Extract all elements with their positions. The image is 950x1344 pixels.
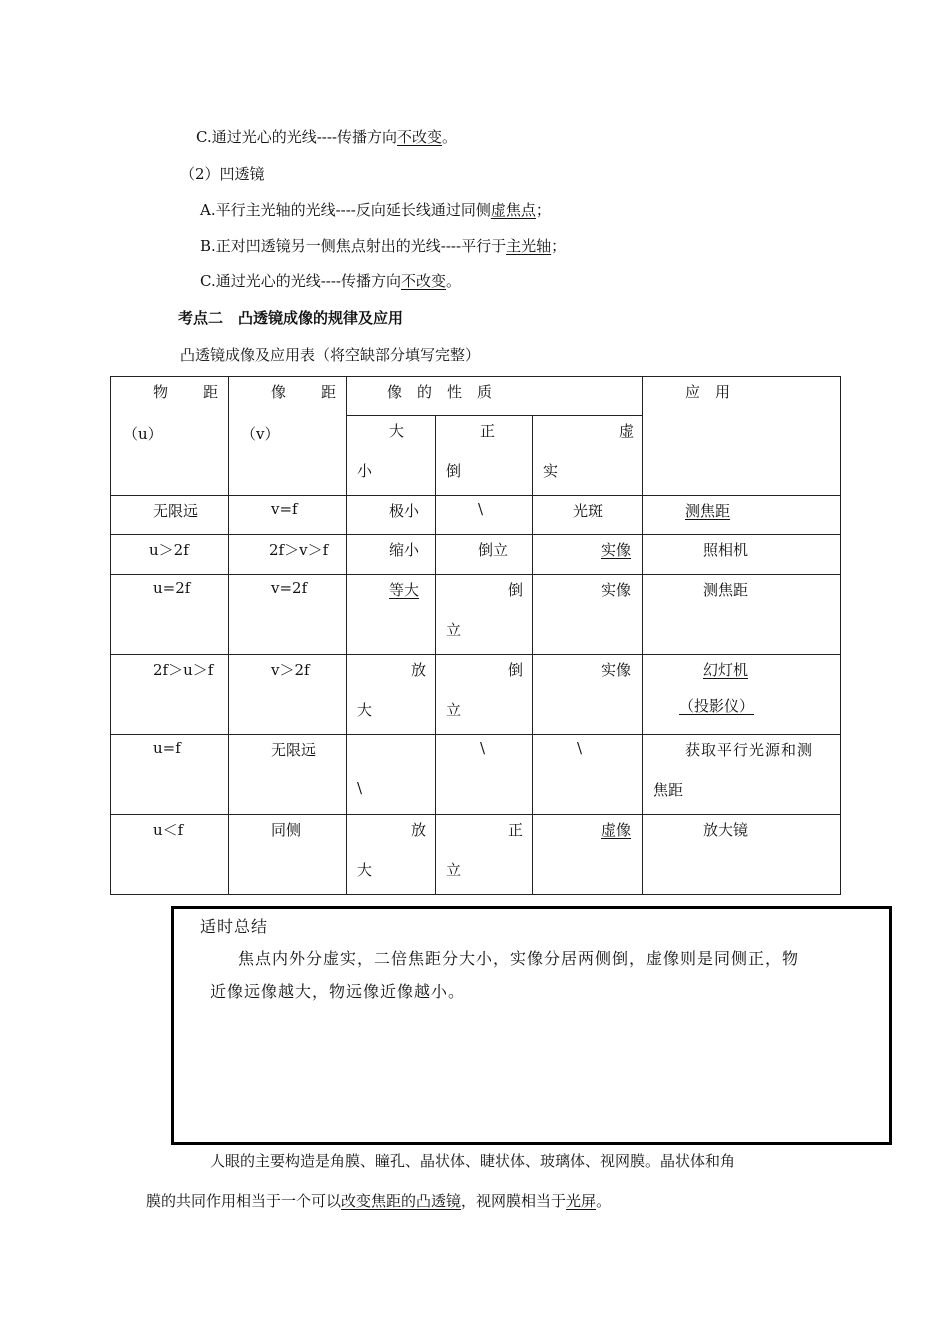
header-size <box>347 416 436 496</box>
cell-application: 获取平行光源和测 <box>685 741 814 759</box>
cell-orientation: 倒 <box>508 661 524 679</box>
cell-application: 焦距 <box>653 781 684 799</box>
cell-u: 无限远 <box>153 502 199 520</box>
paragraph-text: 。 <box>596 1192 612 1210</box>
cell-v: 同侧 <box>271 821 302 839</box>
cell-size: 缩小 <box>389 541 420 559</box>
header-application <box>643 377 841 496</box>
paragraph-text: ，视网膜相当于 <box>461 1192 567 1210</box>
header-text: 距 <box>321 383 337 401</box>
header-text: 大 <box>389 422 405 440</box>
rule-text: B.正对凹透镜另一侧焦点射出的光线----平行于 <box>200 237 507 255</box>
eye-paragraph-line-2 <box>146 1190 611 1211</box>
rule-text: ； <box>535 201 551 219</box>
table-row <box>111 655 841 735</box>
answer-underlined: 主光轴 <box>506 237 552 255</box>
cell-real: 虚像 <box>601 821 632 839</box>
cell-orientation: \ <box>478 500 484 518</box>
cell-size: 等大 <box>389 581 420 599</box>
cell-real: 实像 <box>601 541 632 559</box>
table-row <box>111 815 841 895</box>
answer-underlined: 不改变 <box>397 128 443 146</box>
cell-orientation: 立 <box>446 861 462 879</box>
rule-text: A.平行主光轴的光线----反向延长线通过同侧 <box>200 201 491 219</box>
cell-application: 幻灯机 <box>703 661 749 679</box>
summary-line-2: 近像远像越大，物远像近像越小。 <box>210 982 466 1001</box>
answer-underlined: 光屏 <box>566 1192 597 1210</box>
cell-size: 大 <box>357 861 373 879</box>
concave-heading: （2）凹透镜 <box>180 165 265 183</box>
answer-underlined: 改变焦距的凸透镜 <box>341 1192 462 1210</box>
rule-text: ； <box>551 237 567 255</box>
cell-orientation: \ <box>480 739 486 757</box>
header-text: （u） <box>123 425 163 443</box>
cell-orientation: 倒立 <box>478 541 509 559</box>
cell-v: 2f＞v＞f <box>269 541 329 559</box>
cell-orientation: 正 <box>508 821 524 839</box>
summary-box <box>171 906 892 1145</box>
header-text: 应 用 <box>685 383 731 401</box>
header-text: 实 <box>543 462 559 480</box>
table-row <box>111 575 841 655</box>
cell-application: 测焦距 <box>685 502 731 520</box>
cell-u: u=2f <box>153 579 191 597</box>
cell-real: 光斑 <box>573 502 604 520</box>
concave-rule-b <box>200 235 566 256</box>
cell-application: 测焦距 <box>703 581 749 599</box>
header-text: 物 <box>153 383 169 401</box>
rule-text: 。 <box>446 272 462 290</box>
summary-line-1: 焦点内外分虚实，二倍焦距分大小，实像分居两侧倒，虚像则是同侧正，物 <box>238 949 800 968</box>
eye-paragraph-line-1: 人眼的主要构造是角膜、瞳孔、晶状体、睫状体、玻璃体、视网膜。晶状体和角 <box>210 1152 736 1170</box>
cell-application: 放大镜 <box>703 821 749 839</box>
table-caption: 凸透镜成像及应用表（将空缺部分填写完整） <box>180 346 481 364</box>
header-text: （v） <box>241 425 280 443</box>
cell-real: 实像 <box>601 581 632 599</box>
cell-v: v＞2f <box>271 661 310 679</box>
header-image-properties <box>347 377 643 416</box>
cell-orientation: 倒 <box>508 581 524 599</box>
header-text: 像 的 性 质 <box>387 383 493 401</box>
table-row <box>111 496 841 535</box>
cell-size: 放 <box>411 661 427 679</box>
cell-real: 实像 <box>601 661 632 679</box>
header-object-distance <box>111 377 229 496</box>
cell-v: 无限远 <box>271 741 317 759</box>
header-image-distance <box>229 377 347 496</box>
rule-text: C.通过光心的光线 <box>200 272 321 290</box>
cell-size: 大 <box>357 701 373 719</box>
concave-rule-c <box>200 270 461 291</box>
header-real-virtual <box>533 416 643 496</box>
cell-v: v=2f <box>271 579 308 597</box>
cell-u: 2f＞u＞f <box>153 661 214 679</box>
rule-text: ----传播方向 <box>320 272 401 290</box>
header-text: 倒 <box>446 462 462 480</box>
header-text: 虚 <box>619 422 635 440</box>
cell-real: \ <box>577 739 583 757</box>
table-row <box>111 735 841 815</box>
cell-v: v=f <box>271 500 298 518</box>
cell-size: 极小 <box>389 502 420 520</box>
cell-orientation: 立 <box>446 621 462 639</box>
cell-u: u=f <box>153 739 181 757</box>
header-text: 小 <box>357 462 373 480</box>
header-text: 正 <box>480 422 496 440</box>
header-text: 像 <box>271 383 287 401</box>
summary-title: 适时总结 <box>200 917 269 936</box>
header-text: 距 <box>203 383 219 401</box>
table-row <box>111 535 841 575</box>
header-orientation <box>436 416 533 496</box>
cell-u: u＞2f <box>149 541 189 559</box>
cell-application: 照相机 <box>703 541 749 559</box>
cell-orientation: 立 <box>446 701 462 719</box>
rule-text: 。 <box>442 128 458 146</box>
concave-rule-a <box>200 199 551 220</box>
answer-underlined: 不改变 <box>401 272 447 290</box>
rule-text: C.通过光心的光线----传播方向 <box>196 128 397 146</box>
cell-application: （投影仪） <box>679 697 755 715</box>
lens-imaging-table <box>110 376 841 895</box>
convex-rule-c <box>196 126 457 147</box>
cell-size: 放 <box>411 821 427 839</box>
cell-size: \ <box>357 779 363 797</box>
answer-underlined: 虚焦点 <box>490 201 536 219</box>
cell-u: u＜f <box>153 821 184 839</box>
paragraph-text: 膜的共同作用相当于一个可以 <box>146 1192 342 1210</box>
section-title: 考点二 凸透镜成像的规律及应用 <box>178 309 404 327</box>
